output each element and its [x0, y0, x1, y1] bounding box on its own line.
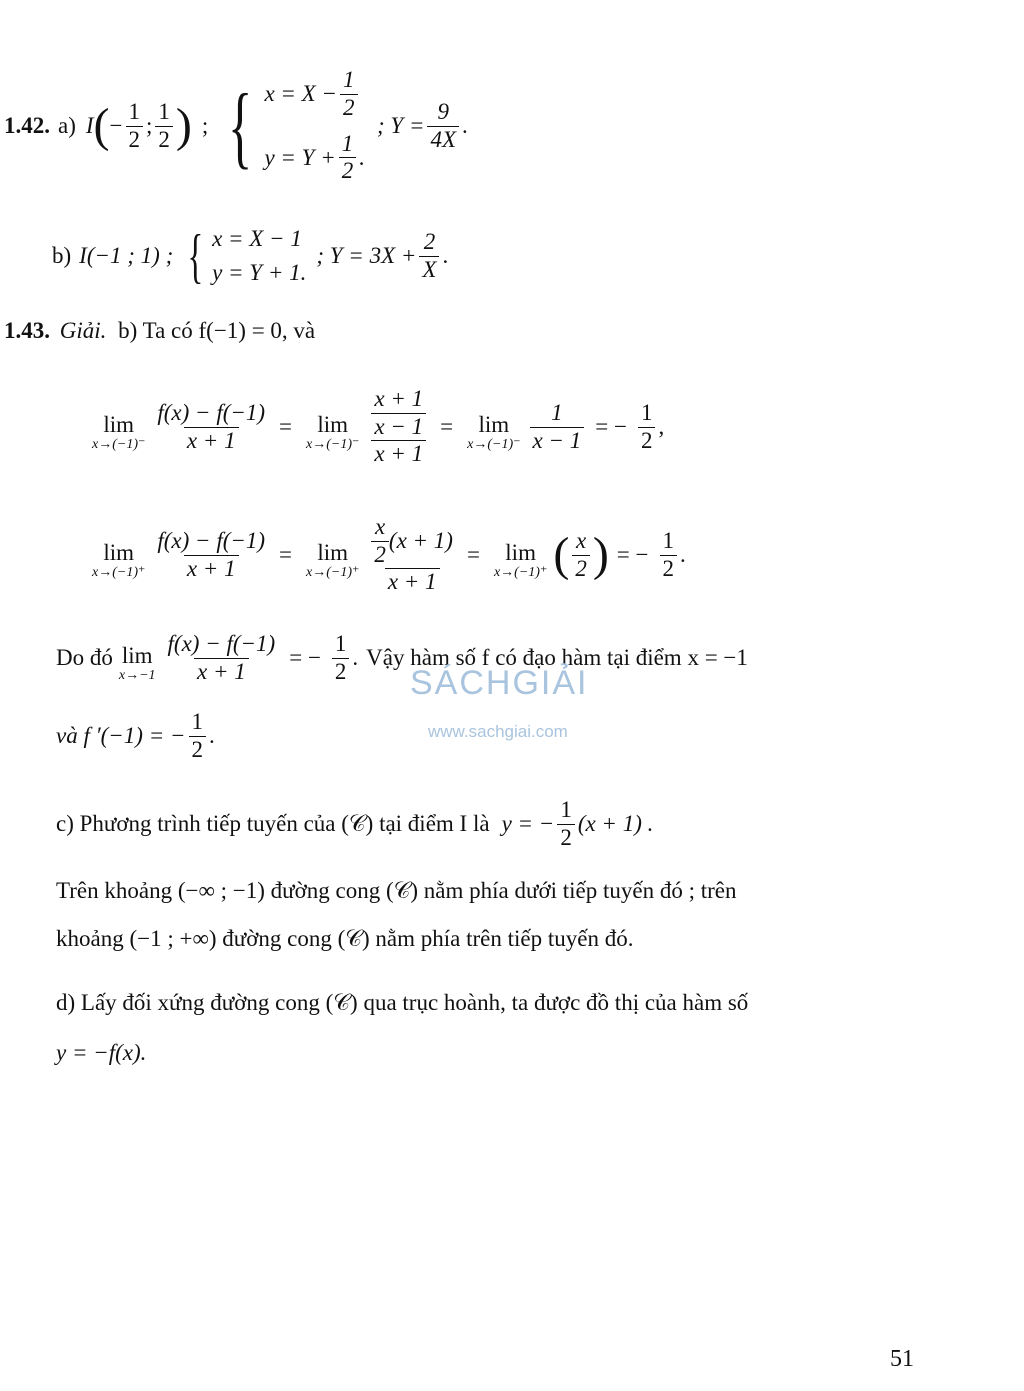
paragraph-line-1: Trên khoảng (−∞ ; −1) đường cong (𝒞) nằm phía dưới tiếp tuyến đó ; trên — [56, 878, 737, 903]
fraction: $\frac{1}{2}$ — [126, 99, 144, 153]
new-function: ; Y = — [377, 113, 425, 138]
part-a-label: a) — [58, 113, 76, 138]
exercise-label: 1.42. — [4, 113, 50, 138]
left-paren: ( — [93, 99, 110, 152]
exercise-1-43-header — [4, 318, 315, 344]
solution-label: Giải. — [59, 318, 107, 343]
substitution-system: { x = X − 1 y = Y + 1. — [187, 223, 307, 289]
intro-text: b) Ta có f(−1) = 0, và — [118, 318, 316, 343]
watermark-url: www.sachgiai.com — [428, 722, 568, 741]
derivative-value: và f ′(−1) = − $\frac{1}{2}$ . — [56, 709, 215, 762]
substitution-system: { x = X − $\frac{1}{2}$ y = Y + $\frac{1}{2}$ . — [228, 67, 365, 184]
exercise-1-42-b: b) I(−1 ; 1) ; { x = X − 1 y = Y + 1. ; Y = 3X + $\frac{2}{X}$ . — [52, 223, 449, 289]
exercise-1-42-a: 1.42. a) I ( − $\frac{1}{2}$ ; $\frac{1}{2}$ ) ; { x = X − $\frac{1}{2}$ y = Y + $\frac{1}{2}$ . ; Y = $\frac{9}{4X}$ . — [4, 67, 468, 184]
right-paren: ) — [175, 99, 192, 152]
part-d-line-2: y = −f(x). — [56, 1040, 147, 1065]
compound-fraction: $\frac{\frac{x + 1}{x - 1}}{x + 1}$ — [368, 386, 429, 467]
fraction: $\frac{1}{2}$ — [155, 99, 173, 153]
fraction: $\frac{9}{4X}$ — [427, 99, 459, 153]
part-d-line-1: d) Lấy đối xứng đường cong (𝒞) qua trục hoành, ta được đồ thị của hàm số — [56, 990, 749, 1015]
new-function: ; Y = 3X + — [316, 243, 417, 268]
page-number: 51 — [890, 1346, 914, 1372]
conclusion-line: Do đó lim x→−1 $\frac{f(x) - f(-1)}{x + 1}$ = − $\frac{1}{2}$ . Vậy hàm số f có đạo hàm tại điểm x = −1 — [56, 631, 748, 684]
exercise-label: 1.43. — [4, 318, 50, 343]
point-I: I(−1 ; 1) ; — [79, 243, 174, 268]
right-limit-equation: lim x→(−1)⁺ $\frac{f(x) - f(-1)}{x + 1}$ = lim x→(−1)⁺ $\frac{x}{2}$ (x + 1) x + 1 = lim x→(−1)⁺ ( $\frac{x}{2}$ ) = − $\frac{1}{2}$ . — [92, 514, 686, 595]
fraction: $\frac{2}{X}$ — [419, 229, 439, 283]
compound-fraction: $\frac{x}{2}$ (x + 1) x + 1 — [368, 514, 456, 595]
part-c: c) Phương trình tiếp tuyến của (𝒞) tại điểm I là y = − $\frac{1}{2}$ (x + 1) . — [56, 797, 654, 850]
watermark-logo: SÁCHGIẢI — [410, 664, 589, 702]
part-b-label: b) — [52, 243, 72, 268]
paragraph-line-2: khoảng (−1 ; +∞) đường cong (𝒞) nằm phía trên tiếp tuyến đó. — [56, 926, 634, 951]
left-limit-equation: lim x→(−1)⁻ $\frac{f(x) - f(-1)}{x + 1}$ = lim x→(−1)⁻ $\frac{\frac{x + 1}{x - 1}}{x + 1}$ = lim x→(−1)⁻ $\frac{1}{x - 1}$ = − $\frac{1}{2}$ , — [92, 386, 665, 467]
point-I: I — [85, 113, 94, 138]
